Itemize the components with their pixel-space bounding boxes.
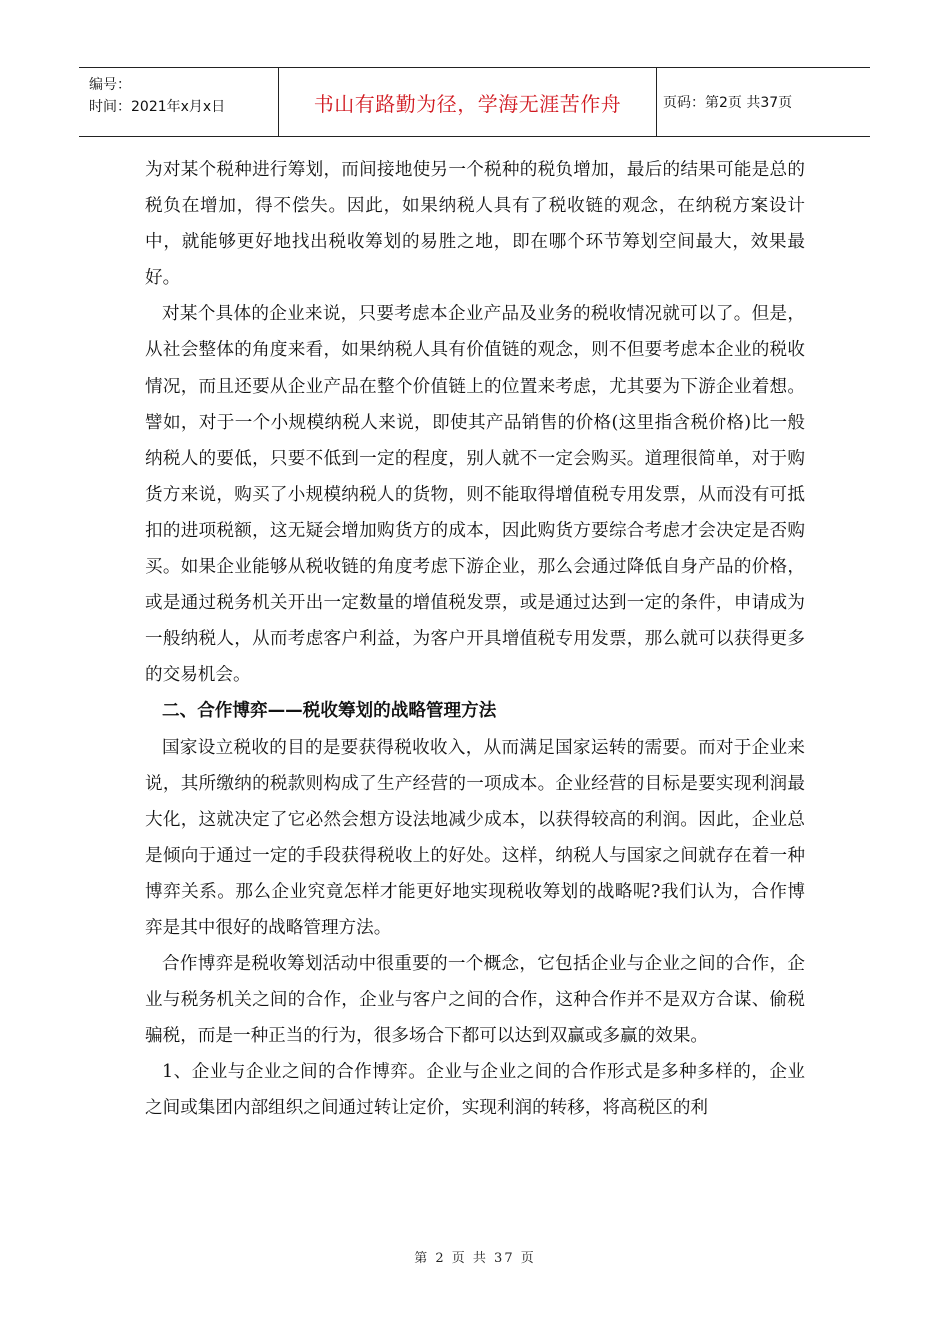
header-meta <box>79 68 279 136</box>
paragraph-1: 为对某个税种进行筹划，而间接地使另一个税种的税负增加，最后的结果可能是总的税负在增加，得不偿失。因此，如果纳税人具有了税收链的观念，在纳税方案设计中，就能够更好地找出税收筹划的易胜之地，即在哪个环节筹划空间最大，效果最好。 <box>145 160 805 289</box>
document-body <box>145 152 805 1127</box>
paragraph-5: 1、企业与企业之间的合作博弈。企业与企业之间的合作形式是多种多样的，企业之间或集团内部组织之间通过转让定价，实现利润的转移，将高税区的利 <box>145 1062 805 1119</box>
header-page-code: 页码：第2页 共37页 <box>663 95 793 111</box>
time-label: 时间：2021年x月x日 <box>89 99 226 115</box>
number-label: 编号： <box>89 77 131 93</box>
page-footer: 第 2 页 共 37 页 <box>414 1251 536 1266</box>
paragraph-2: 对某个具体的企业来说，只要考虑本企业产品及业务的税收情况就可以了。但是，从社会整体的角度来看，如果纳税人具有价值链的观念，则不但要考虑本企业的税收情况，而且还要从企业产品在整个价值链上的位置来考虑，尤其要为下游企业着想。譬如，对于一个小规模纳税人来说，即使其产品销售的价格(这里指含税价格)比一般纳税人的要低，只要不低到一定的程度，别人就不一定会购买。道理很简单，对于购货方来说，购买了小规模纳税人的货物，则不能取得增值税专用发票，从而没有可抵扣的进项税额，这无疑会增加购货方的成本，因此购货方要综合考虑才会决定是否购买。如果企业能够从税收链的角度考虑下游企业，那么会通过降低自身产品的价格，或是通过税务机关开出一定数量的增值税发票，或是通过达到一定的条件，申请成为一般纳税人，从而考虑客户利益，为客户开具增值税专用发票，那么就可以获得更多的交易机会。 <box>145 304 805 686</box>
header-table <box>79 67 870 137</box>
section-heading: 二、合作博弈——税收筹划的战略管理方法 <box>162 701 497 722</box>
paragraph-3: 国家设立税收的目的是要获得税收收入，从而满足国家运转的需要。而对于企业来说，其所缴纳的税款则构成了生产经营的一项成本。企业经营的目标是要实现利润最大化，这就决定了它必然会想方设法地减少成本，以获得较高的利润。因此，企业总是倾向于通过一定的手段获得税收上的好处。这样，纳税人与国家之间就存在着一种博弈关系。那么企业究竟怎样才能更好地实现税收筹划的战略呢?我们认为，合作博弈是其中很好的战略管理方法。 <box>145 737 805 938</box>
paragraph-4: 合作博弈是税收筹划活动中很重要的一个概念，它包括企业与企业之间的合作，企业与税务机关之间的合作，企业与客户之间的合作，这种合作并不是双方合谋、偷税骗税，而是一种正当的行为，很多场合下都可以达到双赢或多赢的效果。 <box>145 954 805 1047</box>
header-motto: 书山有路勤为径，学海无涯苦作舟 <box>279 68 657 136</box>
